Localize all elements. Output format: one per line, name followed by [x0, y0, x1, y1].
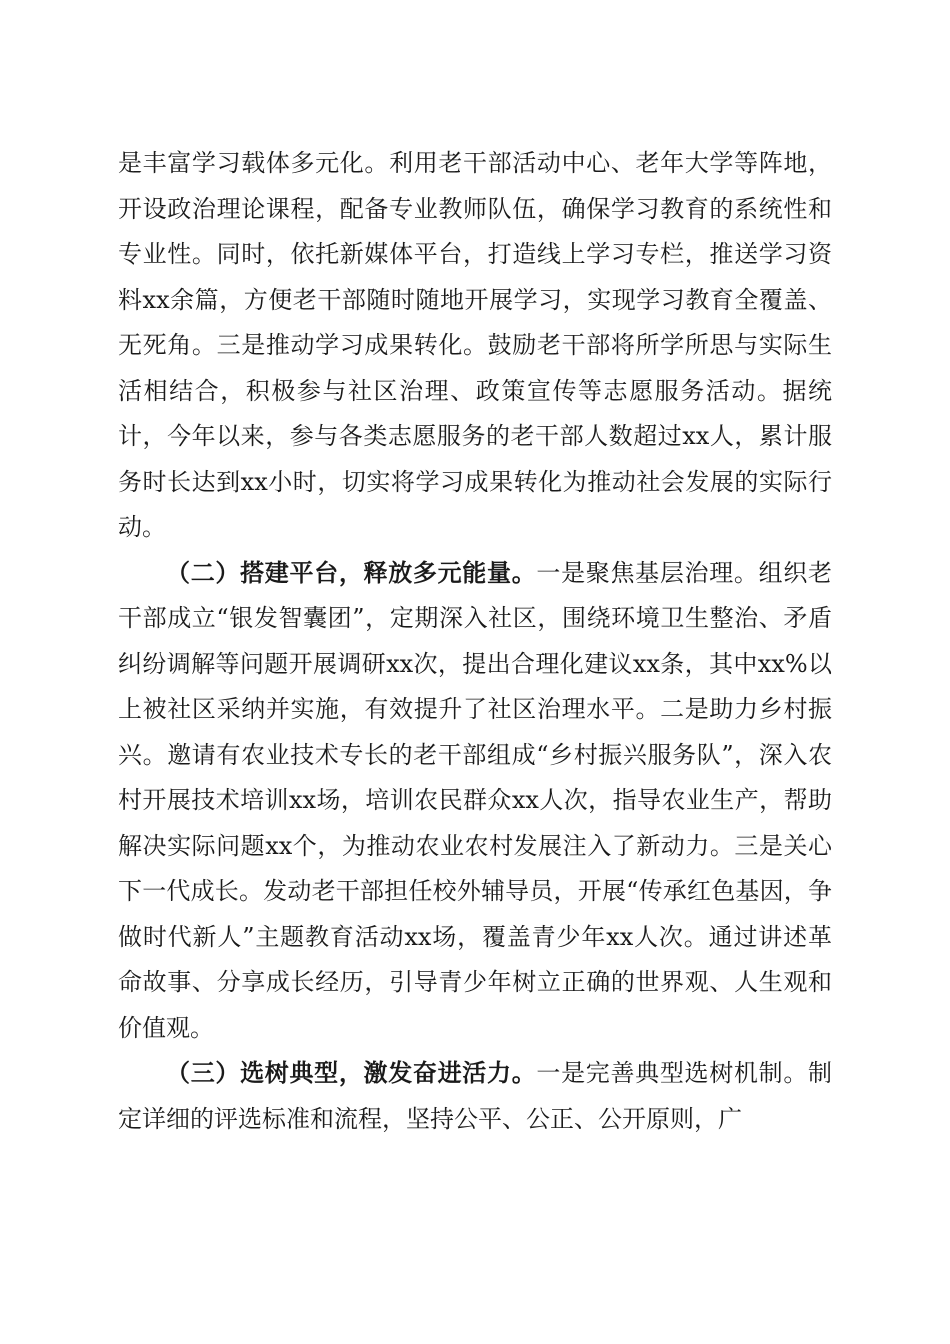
paragraph-learning-continuation — [118, 141, 832, 551]
paragraph-text: 一是完善典型选树机制。制定详细的评选标准和流程，坚持公平、公正、公开原则，广 — [118, 1059, 833, 1133]
section-heading: （三）选树典型，激发奋进活力。 — [166, 1059, 537, 1087]
paragraph-section-three — [118, 1051, 832, 1142]
paragraph-section-two — [118, 551, 832, 1052]
paragraph-text: 是丰富学习载体多元化。利用老干部活动中心、老年大学等阵地，开设政治理论课程，配备专业教师队伍，确保学习教育的系统性和专业性。同时，依托新媒体平台，打造线上学习专栏，推送学习资料xx余篇，方便老干部随时随地开展学习，实现学习教育全覆盖、无死角。三是推动学习成果转化。鼓励老干部将所学所思与实际生活相结合，积极参与社区治理、政策宣传等志愿服务活动。据统计，今年以来，参与各类志愿服务的老干部人数超过xx人，累计服务时长达到xx小时，切实将学习成果转化为推动社会发展的实际行动。 — [118, 149, 832, 541]
paragraph-text: 一是聚焦基层治理。组织老干部成立“银发智囊团”，定期深入社区，围绕环境卫生整治、矛盾纠纷调解等问题开展调研xx次，提出合理化建议xx条，其中xx%以上被社区采纳并实施，有效提升了社区治理水平。二是助力乡村振兴。邀请有农业技术专长的老干部组成“乡村振兴服务队”，深入农村开展技术培训xx场，培训农民群众xx人次，指导农业生产，帮助解决实际问题xx个，为推动农业农村发展注入了新动力。三是关心下一代成长。发动老干部担任校外辅导员，开展“传承红色基因，争做时代新人”主题教育活动xx场，覆盖青少年xx人次。通过讲述革命故事、分享成长经历，引导青少年树立正确的世界观、人生观和价值观。 — [118, 558, 833, 1042]
document-body — [118, 141, 832, 1142]
section-heading: （二）搭建平台，释放多元能量。 — [166, 558, 537, 587]
